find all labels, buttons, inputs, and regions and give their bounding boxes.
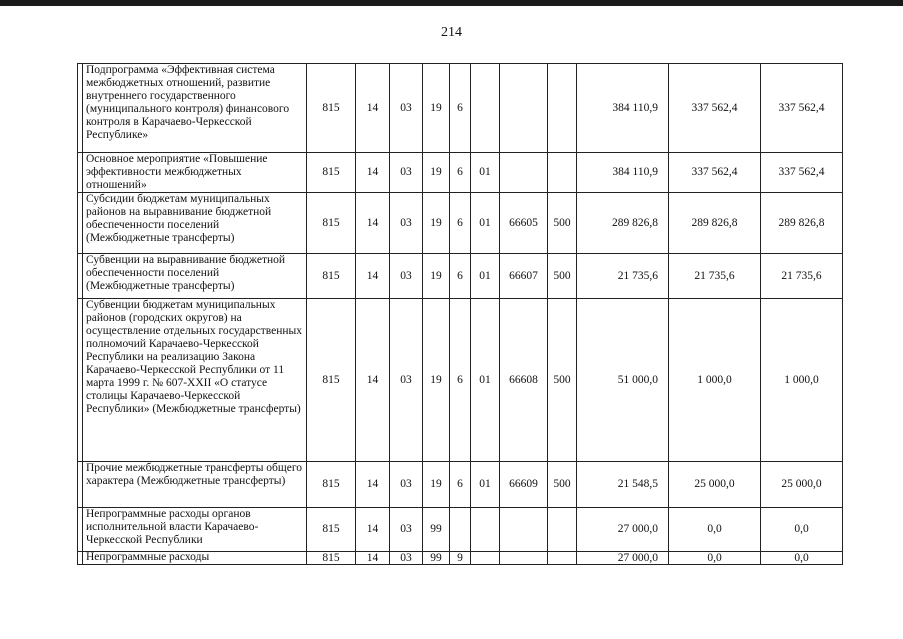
subsection-code: 03 <box>390 462 423 508</box>
event-code <box>471 64 500 153</box>
section-code: 14 <box>356 193 390 254</box>
ministry-code: 815 <box>307 462 356 508</box>
ministry-code: 815 <box>307 299 356 462</box>
ministry-code: 815 <box>307 193 356 254</box>
amount-year-3: 337 562,4 <box>761 64 843 153</box>
event-code <box>471 508 500 552</box>
table-row <box>78 462 843 508</box>
direction-code <box>500 64 548 153</box>
ministry-code: 815 <box>307 254 356 299</box>
subprogram-code: 6 <box>450 462 471 508</box>
subprogram-code: 6 <box>450 299 471 462</box>
direction-code <box>500 552 548 565</box>
event-code: 01 <box>471 153 500 193</box>
amount-year-2: 337 562,4 <box>669 64 761 153</box>
budget-table <box>77 63 843 565</box>
table-row <box>78 508 843 552</box>
expense-type-code <box>548 153 577 193</box>
subprogram-code: 6 <box>450 254 471 299</box>
amount-year-1: 27 000,0 <box>577 552 669 565</box>
program-code: 19 <box>423 462 450 508</box>
subsection-code: 03 <box>390 552 423 565</box>
section-code: 14 <box>356 153 390 193</box>
direction-code: 66605 <box>500 193 548 254</box>
ministry-code: 815 <box>307 552 356 565</box>
table-row <box>78 193 843 254</box>
program-code: 99 <box>423 508 450 552</box>
subsection-code: 03 <box>390 299 423 462</box>
subsection-code: 03 <box>390 64 423 153</box>
event-code: 01 <box>471 254 500 299</box>
expense-type-code: 500 <box>548 193 577 254</box>
amount-year-1: 27 000,0 <box>577 508 669 552</box>
amount-year-3: 0,0 <box>761 552 843 565</box>
program-code: 19 <box>423 64 450 153</box>
amount-year-3: 25 000,0 <box>761 462 843 508</box>
expense-name: Субвенции на выравнивание бюджетной обеспеченности поселений (Межбюджетные трансферты) <box>83 254 307 299</box>
section-code: 14 <box>356 508 390 552</box>
expense-name: Прочие межбюджетные трансферты общего характера (Межбюджетные трансферты) <box>83 462 307 508</box>
amount-year-2: 289 826,8 <box>669 193 761 254</box>
expense-name: Основное мероприятие «Повышение эффективности межбюджетных отношений» <box>83 153 307 193</box>
event-code: 01 <box>471 299 500 462</box>
table-row <box>78 64 843 153</box>
amount-year-2: 25 000,0 <box>669 462 761 508</box>
program-code: 19 <box>423 193 450 254</box>
amount-year-2: 1 000,0 <box>669 299 761 462</box>
ministry-code: 815 <box>307 153 356 193</box>
amount-year-1: 384 110,9 <box>577 64 669 153</box>
expense-type-code <box>548 64 577 153</box>
section-code: 14 <box>356 552 390 565</box>
subsection-code: 03 <box>390 508 423 552</box>
section-code: 14 <box>356 462 390 508</box>
amount-year-3: 0,0 <box>761 508 843 552</box>
amount-year-3: 1 000,0 <box>761 299 843 462</box>
expense-type-code <box>548 552 577 565</box>
expense-name: Субвенции бюджетам муниципальных районов (городских округов) на осуществление отдельных государственных полномочий Карачаево-Черкесской Республики на реализацию Закона Карачаево-Черкесской Республики от 11 марта 1999 г. № 607-XXII «О статусе столицы Карачаево-Черкесской Республики» (Межбюджетные трансферты) <box>83 299 307 462</box>
subprogram-code: 9 <box>450 552 471 565</box>
amount-year-1: 51 000,0 <box>577 299 669 462</box>
section-code: 14 <box>356 254 390 299</box>
amount-year-1: 21 735,6 <box>577 254 669 299</box>
amount-year-1: 21 548,5 <box>577 462 669 508</box>
program-code: 19 <box>423 254 450 299</box>
table-row <box>78 552 843 565</box>
event-code: 01 <box>471 193 500 254</box>
ministry-code: 815 <box>307 508 356 552</box>
amount-year-3: 289 826,8 <box>761 193 843 254</box>
table-row <box>78 299 843 462</box>
program-code: 19 <box>423 153 450 193</box>
amount-year-3: 21 735,6 <box>761 254 843 299</box>
ministry-code: 815 <box>307 64 356 153</box>
direction-code <box>500 153 548 193</box>
amount-year-1: 289 826,8 <box>577 193 669 254</box>
expense-name: Непрограммные расходы <box>83 552 307 565</box>
expense-type-code: 500 <box>548 254 577 299</box>
expense-name: Непрограммные расходы органов исполнительной власти Карачаево-Черкесской Республики <box>83 508 307 552</box>
amount-year-2: 0,0 <box>669 552 761 565</box>
table-row <box>78 254 843 299</box>
top-rule <box>0 0 903 6</box>
event-code: 01 <box>471 462 500 508</box>
expense-type-code: 500 <box>548 462 577 508</box>
direction-code: 66607 <box>500 254 548 299</box>
expense-name: Субсидии бюджетам муниципальных районов на выравнивание бюджетной обеспеченности поселений (Межбюджетные трансферты) <box>83 193 307 254</box>
subprogram-code: 6 <box>450 153 471 193</box>
amount-year-1: 384 110,9 <box>577 153 669 193</box>
amount-year-2: 21 735,6 <box>669 254 761 299</box>
subprogram-code: 6 <box>450 64 471 153</box>
direction-code: 66609 <box>500 462 548 508</box>
expense-type-code <box>548 508 577 552</box>
amount-year-2: 337 562,4 <box>669 153 761 193</box>
subprogram-code <box>450 508 471 552</box>
amount-year-2: 0,0 <box>669 508 761 552</box>
direction-code: 66608 <box>500 299 548 462</box>
subsection-code: 03 <box>390 254 423 299</box>
subprogram-code: 6 <box>450 193 471 254</box>
section-code: 14 <box>356 64 390 153</box>
event-code <box>471 552 500 565</box>
expense-name: Подпрограмма «Эффективная система межбюджетных отношений, развитие внутреннего государственного (муниципального контроля) финансового контроля в Карачаево-Черкесской Республике» <box>83 64 307 153</box>
table-row <box>78 153 843 193</box>
amount-year-3: 337 562,4 <box>761 153 843 193</box>
program-code: 19 <box>423 299 450 462</box>
program-code: 99 <box>423 552 450 565</box>
subsection-code: 03 <box>390 193 423 254</box>
section-code: 14 <box>356 299 390 462</box>
direction-code <box>500 508 548 552</box>
subsection-code: 03 <box>390 153 423 193</box>
expense-type-code: 500 <box>548 299 577 462</box>
page-number: 214 <box>441 25 462 40</box>
